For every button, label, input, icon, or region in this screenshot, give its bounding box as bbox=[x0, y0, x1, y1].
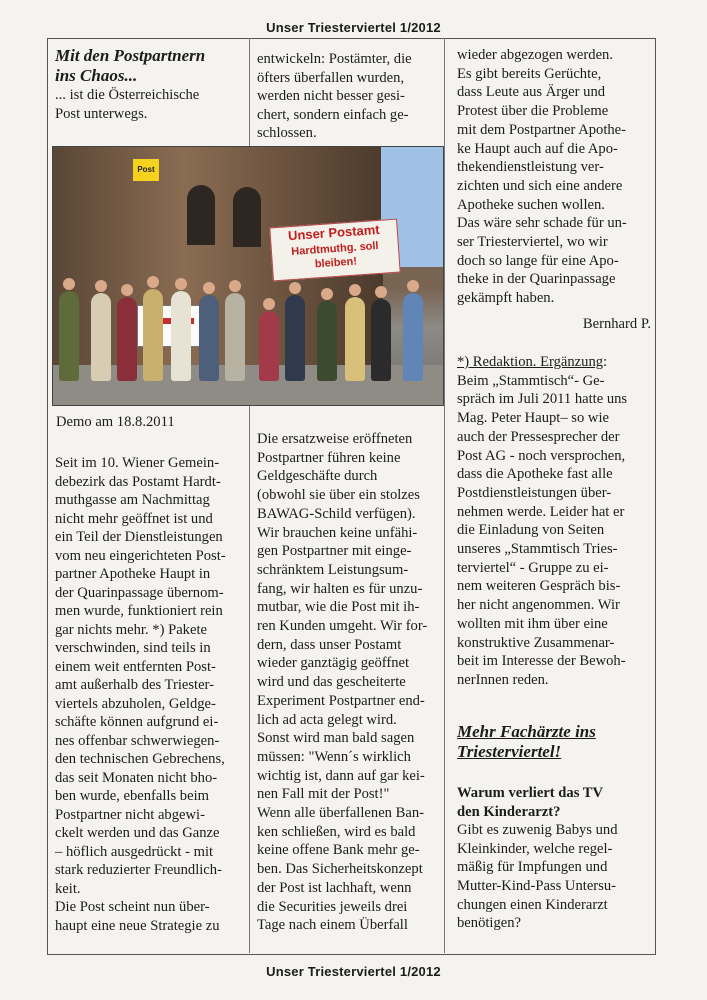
text-line: gar nichts mehr. *) Pakete bbox=[55, 621, 207, 638]
person bbox=[403, 293, 423, 381]
text-line: Wir brauchen keine unfähi- bbox=[257, 524, 418, 541]
text-line: Post AG - noch versprochen, bbox=[457, 447, 626, 464]
text-line: nehmen werde. Leider hat er bbox=[457, 503, 625, 520]
text-line: der Post ist lachhaft, wenn bbox=[257, 879, 412, 896]
column-rule-2 bbox=[444, 38, 445, 953]
text-line: stark reduzierter Freundlich- bbox=[55, 862, 222, 878]
person bbox=[171, 291, 191, 381]
article-headline-line-2: ins Chaos... bbox=[55, 66, 138, 85]
text-line: BAWAG-Schild verfügen). bbox=[257, 505, 416, 522]
text-line: Experiment Postpartner end- bbox=[257, 692, 425, 709]
person bbox=[345, 297, 365, 381]
text-line: wieder ganztägig geöffnet bbox=[257, 655, 410, 672]
text-line: Mag. Peter Haupt– so wie bbox=[457, 410, 609, 427]
text-line: schäfte können aufgrund ei- bbox=[55, 714, 219, 730]
column-3-body bbox=[457, 46, 651, 308]
text-line: ser Triesterviertel, wo wir bbox=[457, 234, 608, 251]
text-line: (obwohl sie über ein stolzes bbox=[257, 487, 420, 504]
article-2-subhead-line-1: Warum verliert das TV bbox=[457, 785, 604, 801]
text-line: Es gibt bereits Gerüchte, bbox=[457, 65, 602, 82]
text-line: Geldgeschäfte durch bbox=[257, 468, 378, 485]
author-signature: Bernhard P. bbox=[582, 316, 651, 332]
text-line: terviertel“ - Gruppe zu ei- bbox=[457, 559, 609, 576]
text-line: Postpartner nicht abgewi- bbox=[55, 806, 205, 823]
column-2-body bbox=[257, 430, 443, 935]
text-line: die Securities jeweils drei bbox=[257, 898, 408, 915]
text-line: theke in der Quarinpassage bbox=[457, 271, 616, 288]
text-line: keit. bbox=[55, 880, 81, 897]
text-line: Apotheke suchen wollen. bbox=[457, 196, 605, 213]
text-line: Wenn alle überfallenen Ban- bbox=[257, 805, 424, 822]
person bbox=[225, 293, 245, 381]
text-line: amt außerhalb des Triester- bbox=[55, 677, 214, 693]
text-line: vom neu eingerichteten Post- bbox=[55, 547, 226, 564]
text-line: mutbar, wie die Post mit ih- bbox=[257, 599, 420, 616]
text-line: Sonst wird man bald sagen bbox=[257, 730, 415, 747]
post-sign-logo bbox=[133, 159, 159, 181]
text-line: den technischen Gebrechens, bbox=[55, 751, 225, 767]
person bbox=[371, 299, 391, 381]
text-line: benötigen? bbox=[457, 915, 522, 932]
text-line: zichten und sich eine andere bbox=[457, 177, 623, 194]
page-header: Unser Triesterviertel 1/2012 bbox=[266, 20, 441, 35]
text-line: Postdienstleistungen über- bbox=[457, 484, 612, 501]
editorial-colon: : bbox=[603, 354, 608, 370]
article-2-headline-line-2: Triesterviertel! bbox=[457, 742, 562, 761]
text-line: wird und das gescheiterte bbox=[257, 674, 406, 691]
article-2-headline-line-1: Mehr Fachärzte ins bbox=[457, 722, 596, 741]
text-line: ckelt werden und das Ganze bbox=[55, 825, 220, 841]
banner-line-1: Unser Postamt bbox=[287, 221, 381, 244]
article-2 bbox=[457, 722, 653, 933]
text-line: ken schließen, wird es bald bbox=[257, 823, 416, 840]
text-line: ein Teil der Dienstleistungen bbox=[55, 529, 223, 545]
text-line: keine offene Bank mehr ge- bbox=[257, 842, 420, 859]
text-line: unseres „Stammtisch Tries- bbox=[457, 541, 618, 558]
text-line: ben. Das Sicherheitskonzept bbox=[257, 861, 423, 878]
text-line: konstruktive Zusammenar- bbox=[457, 634, 615, 651]
text-line: nerInnen reden. bbox=[457, 671, 549, 688]
text-line: Seit im 10. Wiener Gemein- bbox=[55, 455, 220, 471]
text-line: debezirk das Postamt Hardt- bbox=[55, 473, 221, 490]
person bbox=[317, 301, 337, 381]
column-1-body bbox=[55, 454, 247, 935]
text-line: Beim „Stammtisch“- Ge- bbox=[457, 372, 605, 389]
text-line: gen Postpartner mit einge- bbox=[257, 543, 412, 560]
article-intro bbox=[55, 46, 245, 123]
article-headline-line-1: Mit den Postpartnern bbox=[55, 46, 206, 65]
text-line: der Quarinpassage übernom- bbox=[55, 584, 224, 601]
text-line: fang, wir halten es für unzu- bbox=[257, 580, 423, 597]
text-line: lich ad acta gelegt wird. bbox=[257, 711, 397, 728]
text-line: verschwinden, sind teils in bbox=[55, 640, 211, 656]
text-line: Gibt es zuwenig Babys und bbox=[457, 822, 618, 839]
text-line: viertels abzuholen, Geldge- bbox=[55, 695, 216, 712]
person bbox=[285, 295, 305, 381]
person bbox=[59, 291, 79, 381]
text-line: schränktem Leistungsum- bbox=[257, 561, 409, 578]
teaser-line-2: Post unterwegs. bbox=[55, 105, 148, 122]
text-line: spräch im Juli 2011 hatte uns bbox=[457, 391, 628, 408]
text-line: auch der Pressesprecher der bbox=[457, 428, 620, 445]
teaser-line-1: ... ist die Österreichische bbox=[55, 87, 200, 103]
text-line: Die Post scheint nun über- bbox=[55, 899, 210, 915]
text-line: einem weit entfernten Post- bbox=[55, 658, 216, 675]
text-line: partner Apotheke Haupt in bbox=[55, 566, 211, 582]
editorial-label: *) Redaktion. Ergänzung bbox=[457, 354, 604, 370]
banner-line-2: Hardtmuthg. soll bleiben! bbox=[290, 239, 379, 271]
text-line: nem weiteren Gespräch bis- bbox=[457, 578, 621, 595]
page-footer: Unser Triesterviertel 1/2012 bbox=[266, 964, 441, 979]
text-line: doch so lange für eine Apo- bbox=[457, 252, 619, 269]
text-line: Die ersatzweise eröffneten bbox=[257, 431, 413, 447]
text-line: wollten mit ihm über eine bbox=[457, 615, 608, 632]
text-line: wieder abgezogen werden. bbox=[457, 47, 613, 63]
text-line: ben wurde, ebenfalls beim bbox=[55, 788, 209, 804]
text-line: nen Fall mit der Post!" bbox=[257, 786, 390, 803]
text-line: wichtig ist, dann auf gar kei- bbox=[257, 767, 425, 784]
window bbox=[233, 187, 261, 247]
editorial-note bbox=[457, 353, 653, 690]
person bbox=[117, 297, 137, 381]
article-2-subhead-line-2: den Kinderarzt? bbox=[457, 803, 561, 820]
text-line: entwickeln: Postämter, die bbox=[257, 51, 412, 67]
text-line: nicht mehr geöffnet ist und bbox=[55, 510, 213, 527]
text-line: das seit Monaten nicht bho- bbox=[55, 769, 218, 786]
text-line: ke Haupt auch auf die Apo- bbox=[457, 140, 618, 157]
person bbox=[259, 311, 279, 381]
text-line: dass die Apotheke fast alle bbox=[457, 466, 613, 483]
text-line: nes offenbar schwerwiegen- bbox=[55, 732, 220, 749]
demo-photo bbox=[52, 146, 444, 406]
text-line: mäßig für Impfungen und bbox=[457, 859, 608, 876]
column-2-top-text bbox=[257, 50, 442, 143]
text-line: ren Kunden umgeht. Wir for- bbox=[257, 618, 428, 635]
text-line: Das wäre sehr schade für un- bbox=[457, 215, 627, 232]
text-line: chungen einen Kinderarzt bbox=[457, 896, 608, 913]
window bbox=[187, 185, 215, 245]
text-line: Postpartner führen keine bbox=[257, 449, 401, 466]
text-line: beit im Interesse der Bewoh- bbox=[457, 653, 626, 670]
text-line: mit dem Postpartner Apothe- bbox=[457, 121, 627, 138]
text-line: dass Leute aus Ärger und bbox=[457, 84, 606, 101]
post-sign-text: Post bbox=[137, 165, 155, 174]
person bbox=[91, 293, 111, 381]
text-line: müssen: "Wenn´s wirklich bbox=[257, 748, 411, 765]
text-line: dern, dass unser Postamt bbox=[257, 636, 402, 653]
text-line: Protest über die Probleme bbox=[457, 103, 609, 120]
text-line: – höflich ausgedrückt - mit bbox=[55, 843, 214, 860]
text-line: her nicht angenommen. Wir bbox=[457, 597, 620, 614]
text-line: men wurde, funktioniert rein bbox=[55, 603, 223, 619]
text-line: die Einladung von Seiten bbox=[457, 522, 605, 539]
protest-banner bbox=[269, 219, 400, 282]
text-line: chert, sondern einfach ge- bbox=[257, 106, 409, 123]
text-line: Tage nach einem Überfall bbox=[257, 917, 408, 934]
photo-caption: Demo am 18.8.2011 bbox=[56, 414, 175, 430]
text-line: öfters überfallen wurden, bbox=[257, 69, 405, 86]
text-line: gekämpft haben. bbox=[457, 290, 555, 307]
text-line: haupt eine neue Strategie zu bbox=[55, 917, 220, 934]
text-line: schlossen. bbox=[257, 125, 317, 142]
person bbox=[199, 295, 219, 381]
person bbox=[143, 289, 163, 381]
text-line: Mutter-Kind-Pass Untersu- bbox=[457, 877, 616, 894]
text-line: muthgasse am Nachmittag bbox=[55, 492, 210, 508]
text-line: werden nicht besser gesi- bbox=[257, 88, 405, 105]
text-line: thekendienstleistung ver- bbox=[457, 159, 604, 176]
text-line: Kleinkinder, welche regel- bbox=[457, 840, 613, 857]
